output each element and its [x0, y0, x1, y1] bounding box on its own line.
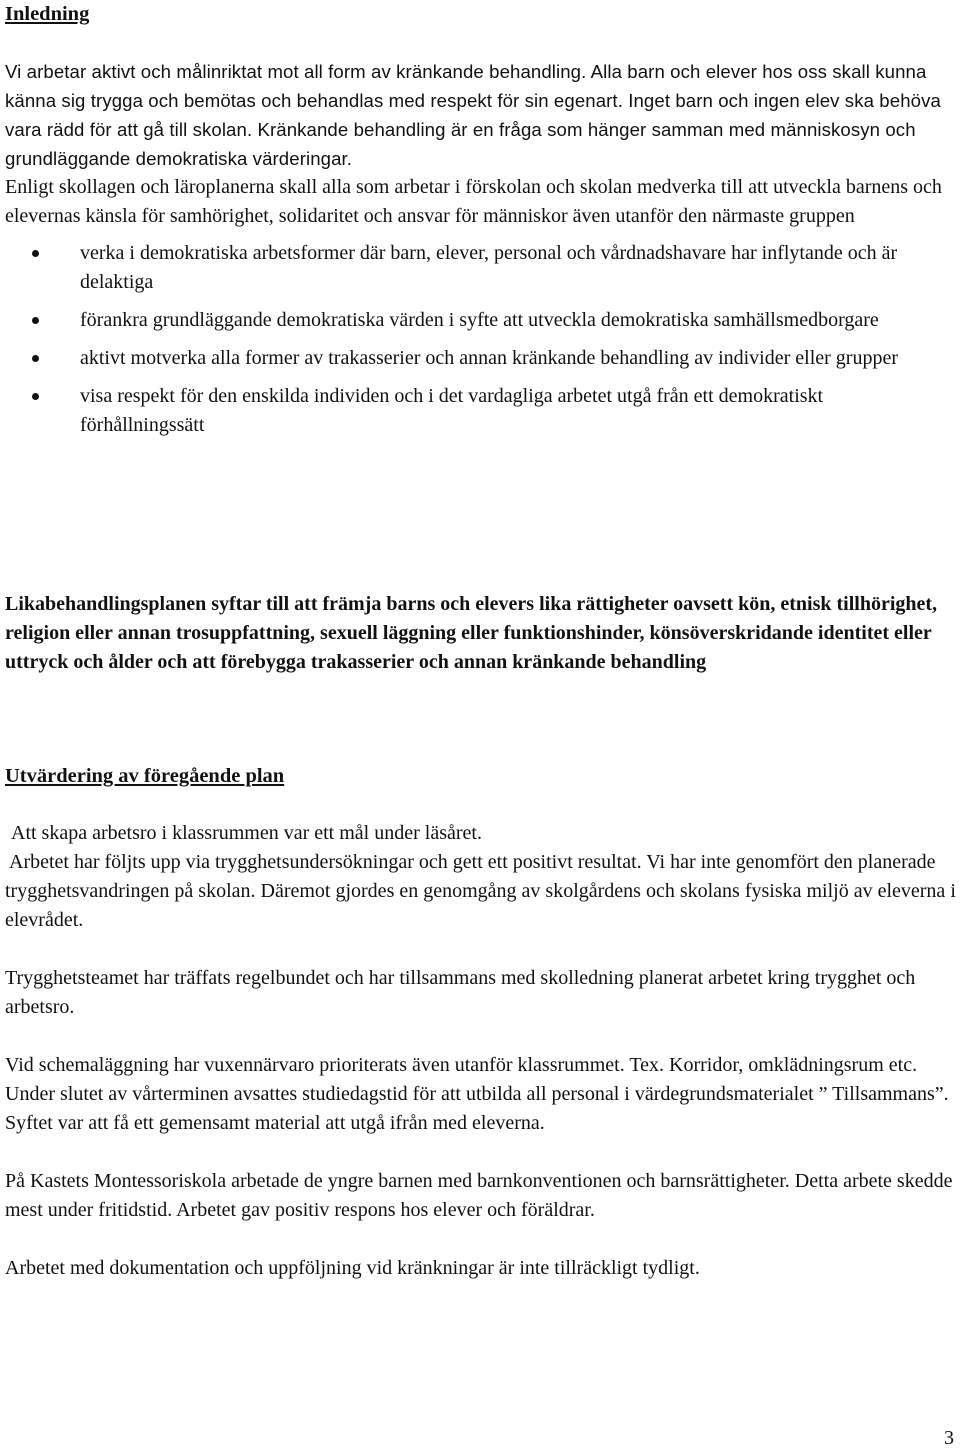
- section-heading-inledning: Inledning: [5, 3, 90, 25]
- list-item-text: förankra grundläggande demokratiska värden i syfte att utveckla demokratiska samhällsmedborgare: [80, 309, 879, 331]
- bullet-icon: [32, 317, 39, 324]
- evaluation-paragraph-3: Trygghetsteamet har träffats regelbundet och har tillsammans med skolledning planerat arbetet kring trygghet och arbetsro.: [5, 967, 916, 1018]
- list-item: [5, 306, 950, 335]
- evaluation-paragraph-5: Under slutet av vårterminen avsattes studiedagstid för att utbilda all personal i värdegrundsmaterialet ” Tillsammans”. Syftet var att få ett gemensamt material att utgå ifrån med eleverna.: [5, 1083, 949, 1134]
- bullet-icon: [32, 355, 39, 362]
- list-item-text: visa respekt för den enskilda individen och i det vardagliga arbetet utgå från ett demokratiskt förhållningssätt: [80, 385, 824, 436]
- evaluation-section: [5, 819, 957, 1283]
- bullet-icon: [32, 250, 39, 257]
- paragraph-gap: [5, 935, 957, 964]
- intro-paragraph: Vi arbetar aktivt och målinriktat mot all form av kränkande behandling. Alla barn och elever hos oss skall kunna känna sig trygga och bemötas och behandlas med respekt för sin egenart. Inget barn och ingen elev ska behöva vara rädd för att gå till skolan. Kränkande behandling är en fråga som hänger samman med människosyn och grundläggande demokratiska värderingar.: [5, 61, 941, 169]
- bullet-list: [5, 239, 957, 440]
- paragraph-gap: [5, 1225, 957, 1254]
- intro-section: [5, 57, 957, 449]
- paragraph-gap: [5, 1138, 957, 1167]
- page-number: 3: [944, 1427, 954, 1449]
- evaluation-paragraph-1: Att skapa arbetsro i klassrummen var ett mål under läsåret.: [11, 822, 482, 844]
- evaluation-paragraph-2: [5, 848, 957, 935]
- list-item: [5, 344, 950, 373]
- list-item: [5, 239, 950, 297]
- purpose-statement: Likabehandlingsplanen syftar till att främja barns och elevers lika rättigheter oavsett kön, etnisk tillhörighet, religion eller annan trosuppfattning, sexuell läggning eller funktionshinder, könsöverskridande identitet eller uttryck och ålder och att förebygga trakasserier och annan kränkande behandling: [5, 593, 938, 673]
- list-item-text: aktivt motverka alla former av trakasserier och annan kränkande behandling av individer eller grupper: [80, 347, 898, 369]
- section-heading-utvardering: Utvärdering av föregående plan: [5, 765, 285, 787]
- list-item: [5, 382, 950, 440]
- evaluation-paragraph-2-text: Arbetet har följts upp via trygghetsundersökningar och gett ett positivt resultat. Vi har inte genomfört den planerade trygghetsvandringen på skolan. Däremot gjordes en genomgång av skolgårdens och skolans fysiska miljö av eleverna i elevrådet.: [5, 851, 956, 931]
- evaluation-paragraph-7: Arbetet med dokumentation och uppföljning vid kränkningar är inte tillräckligt tydligt.: [5, 1257, 700, 1279]
- bullet-icon: [32, 393, 39, 400]
- evaluation-paragraph-6: På Kastets Montessoriskola arbetade de yngre barnen med barnkonventionen och barnsrättigheter. Detta arbete skedde mest under fritidstid. Arbetet gav positiv respons hos elever och föräldrar.: [5, 1170, 953, 1221]
- evaluation-paragraph-4: Vid schemaläggning har vuxennärvaro prioriterats även utanför klassrummet. Tex. Korridor, omklädningsrum etc.: [5, 1054, 918, 1076]
- list-item-text: verka i demokratiska arbetsformer där barn, elever, personal och vårdnadshavare har inflytande och är delaktiga: [80, 242, 898, 293]
- paragraph-gap: [5, 1022, 957, 1051]
- curriculum-paragraph: Enligt skollagen och läroplanerna skall alla som arbetar i förskolan och skolan medverka till att utveckla barnens och elevernas känsla för samhörighet, solidaritet och ansvar för människor även utanför den närmaste gruppen: [5, 176, 942, 227]
